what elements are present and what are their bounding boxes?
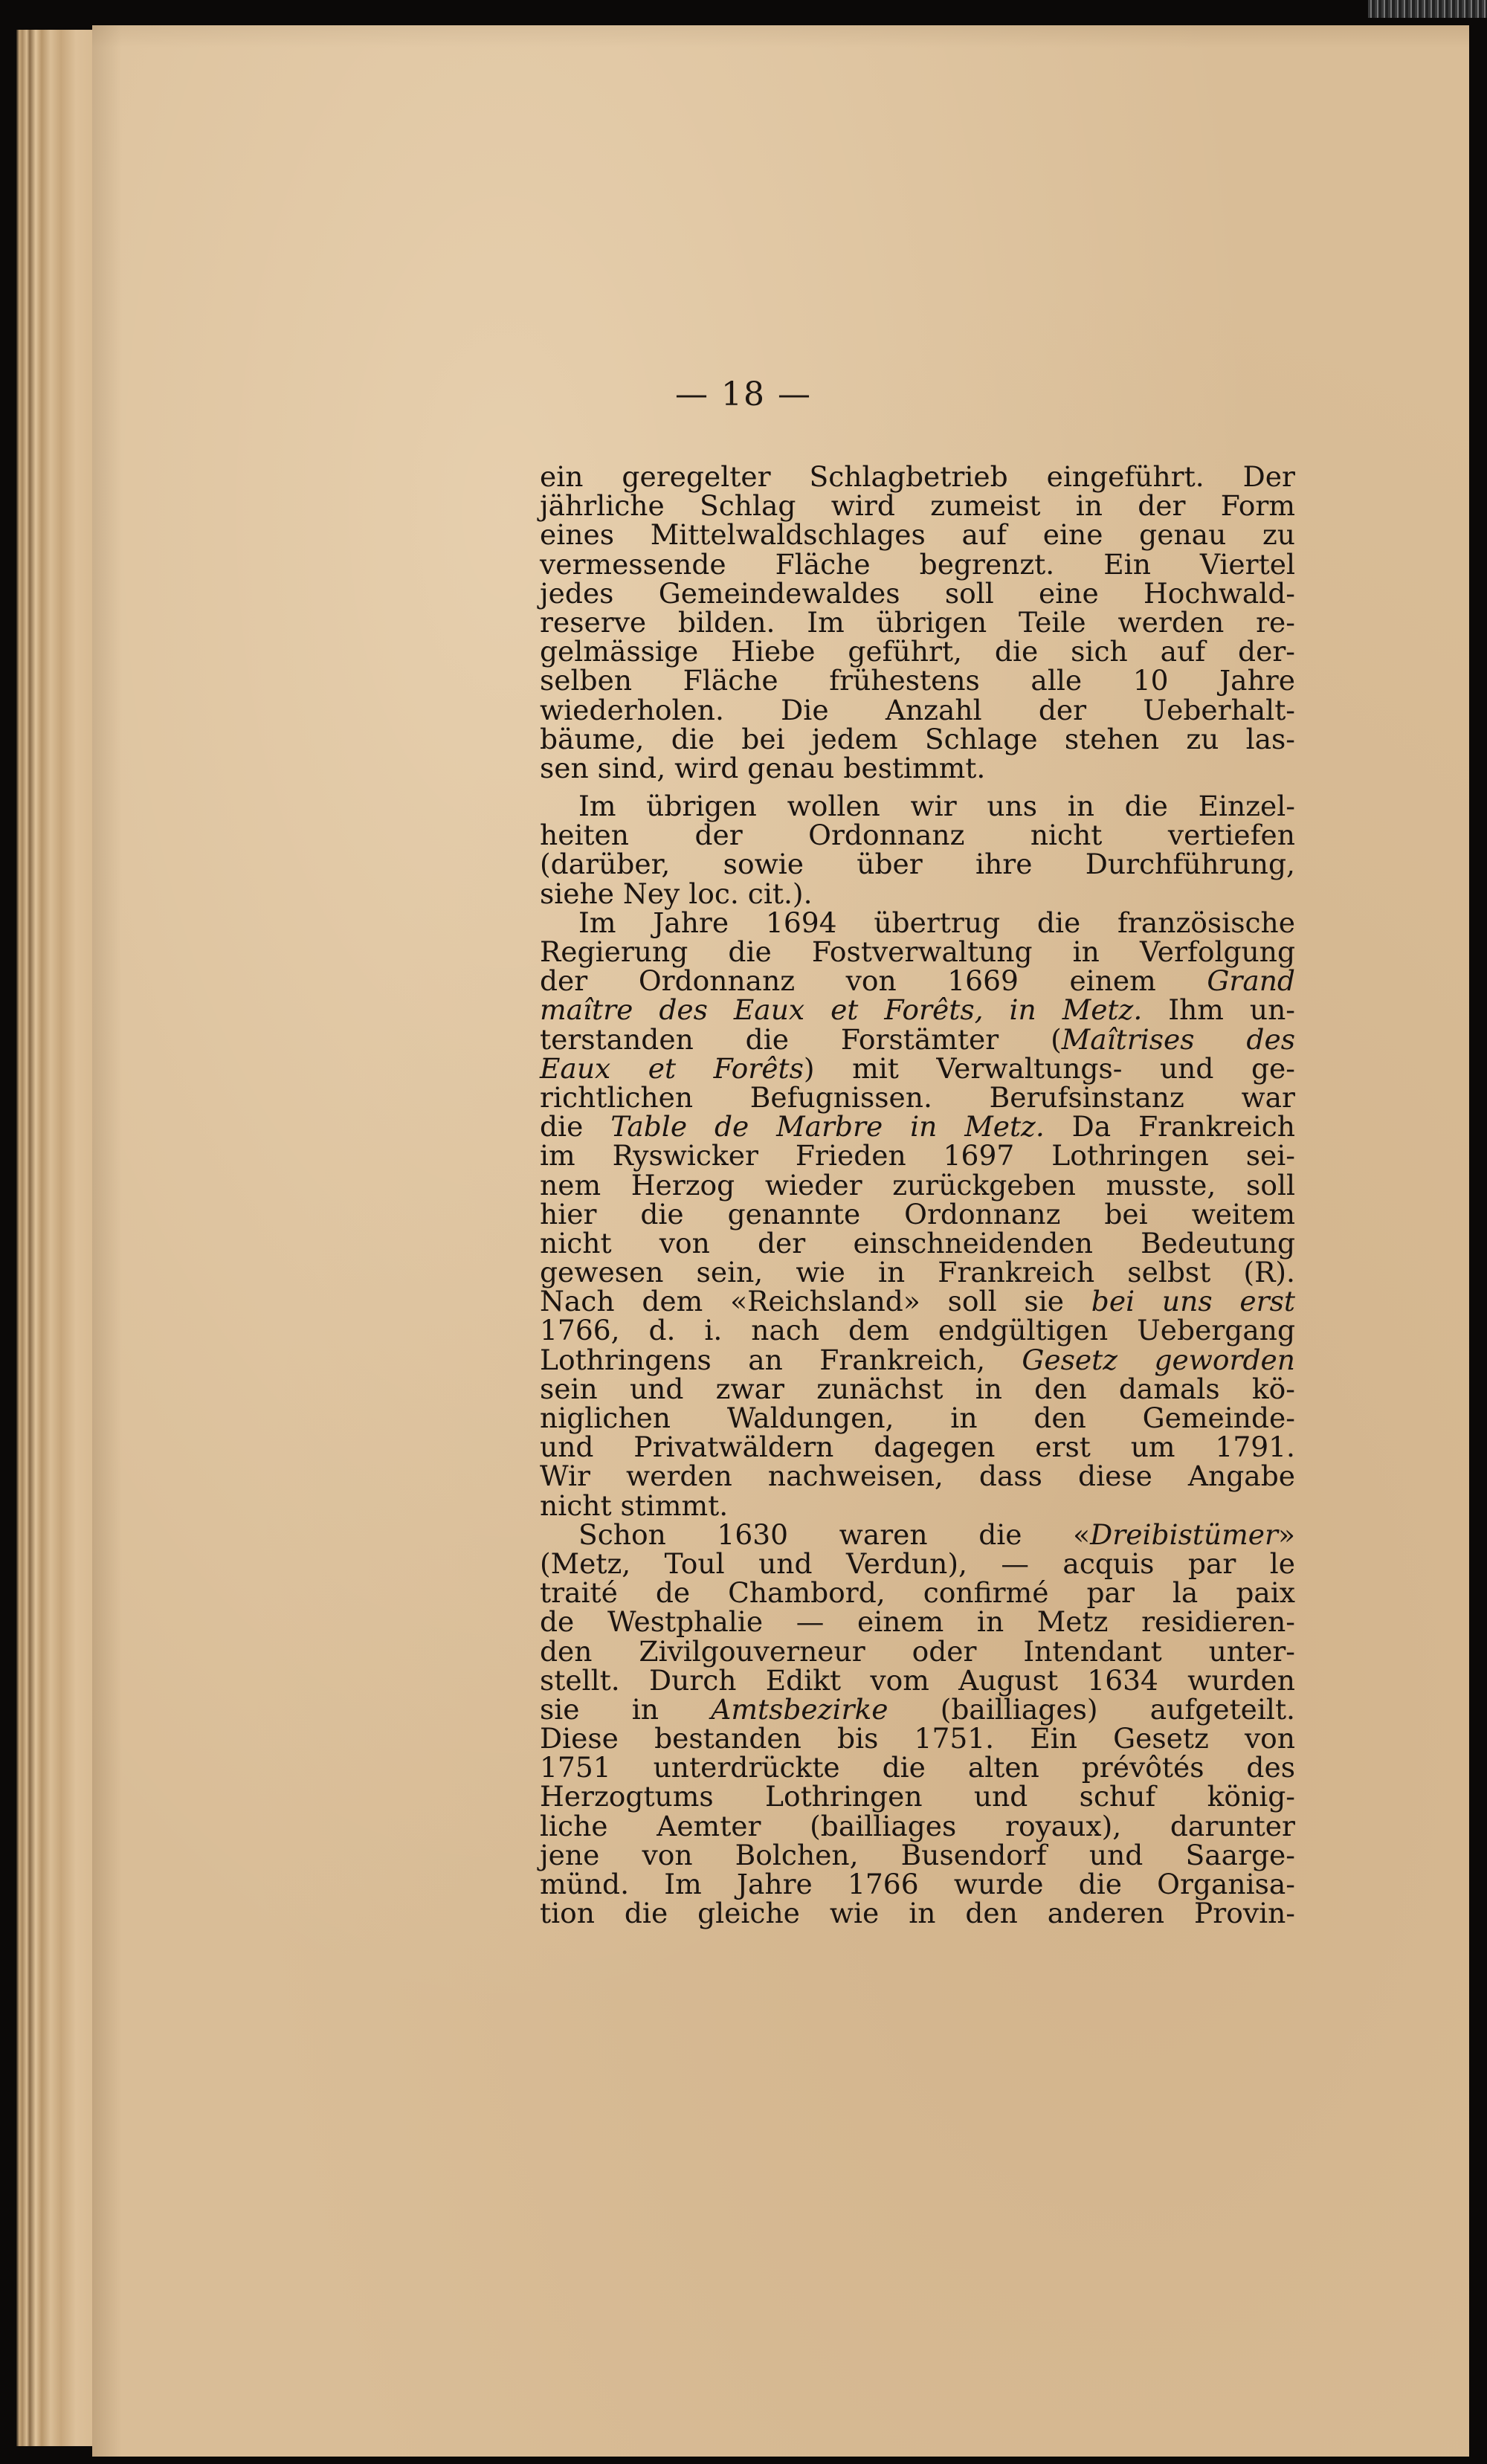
text-line: stellt. Durch Edikt vom August 1634 wurden	[540, 1663, 1295, 1697]
text-line: (darüber, sowie über ihre Durchführung,	[540, 848, 1295, 881]
text-line: wiederholen. Die Anzahl der Ueberhalt-	[540, 693, 1295, 726]
text-line: Eaux et Forêts) mit Verwaltungs- und ge-	[540, 1051, 1295, 1085]
text-line: nem Herzog wieder zurückgeben musste, soll	[540, 1168, 1295, 1202]
scan-corner-artifact	[1368, 0, 1487, 18]
text-line: siehe Ney loc. cit.).	[540, 877, 813, 910]
text-line: 1766, d. i. nach dem endgültigen Uebergang	[540, 1314, 1295, 1347]
text-line: Schon 1630 waren die «Dreibistümer»	[578, 1518, 1295, 1551]
text-line: reserve bilden. Im übrigen Teile werden re-	[540, 605, 1295, 639]
text-line: münd. Im Jahre 1766 wurde die Organisa-	[540, 1868, 1295, 1900]
text-line: sein und zwar zunächst in den damals kö-	[540, 1372, 1295, 1405]
text-line: jene von Bolchen, Busendorf und Saarge-	[540, 1838, 1295, 1871]
text-line: hier die genannte Ordonnanz bei weitem	[540, 1197, 1295, 1231]
text-line: Wir werden nachweisen, dass diese Angabe	[540, 1460, 1295, 1493]
text-line: Herzogtums Lothringen und schuf könig-	[540, 1780, 1295, 1813]
text-line: ein geregelter Schlagbetrieb eingeführt. Der	[540, 460, 1295, 493]
body-text	[540, 462, 1295, 1928]
text-line: heiten der Ordonnanz nicht vertiefen	[540, 819, 1295, 852]
page-number: — 18 —	[675, 375, 812, 413]
text-line: sie in Amtsbezirke (bailliages) aufgeteilt.	[540, 1692, 1295, 1726]
text-line: Im übrigen wollen wir uns in die Einzel-	[578, 790, 1295, 823]
text-line: gelmässige Hiebe geführt, die sich auf der-	[540, 635, 1295, 668]
text-line: vermessende Fläche begrenzt. Ein Viertel	[540, 547, 1295, 581]
text-line: niglichen Waldungen, in den Gemeinde-	[540, 1402, 1295, 1434]
text-line: und Privatwäldern dagegen erst um 1791.	[540, 1431, 1295, 1464]
text-line: Diese bestanden bis 1751. Ein Gesetz von	[540, 1722, 1295, 1755]
text-line: jährliche Schlag wird zumeist in der Form	[540, 489, 1295, 523]
text-line: sen sind, wird genau bestimmt.	[540, 751, 986, 784]
text-line: traité de Chambord, confirmé par la paix	[540, 1576, 1295, 1610]
text-line: Im Jahre 1694 übertrug die französische	[578, 906, 1295, 939]
text-line: die Table de Marbre in Metz. Da Frankreich	[540, 1110, 1295, 1144]
text-line: jedes Gemeindewaldes soll eine Hochwald-	[540, 576, 1295, 610]
text-line: den Zivilgouverneur oder Intendant unter-	[540, 1634, 1295, 1668]
text-line: bäume, die bei jedem Schlage stehen zu las-	[540, 722, 1295, 755]
text-line: Nach dem «Reichsland» soll sie bei uns erst	[540, 1285, 1296, 1318]
text-line: im Ryswicker Frieden 1697 Lothringen sei-	[540, 1139, 1295, 1173]
text-line: maître des Eaux et Forêts, in Metz. Ihm un-	[540, 993, 1295, 1027]
text-line: richtlichen Befugnissen. Berufsinstanz war	[540, 1080, 1295, 1114]
text-line: 1751 unterdrückte die alten prévôtés des	[540, 1751, 1295, 1784]
text-line: Regierung die Fostverwaltung in Verfolgung	[540, 935, 1295, 968]
text-line: nicht stimmt.	[540, 1489, 729, 1522]
text-line: Lothringens an Frankreich, Gesetz geworden	[540, 1343, 1295, 1376]
text-line: de Westphalie — einem in Metz residieren-	[540, 1605, 1295, 1639]
text-line: tion die gleiche wie in den anderen Provin-	[540, 1897, 1295, 1930]
text-line: liche Aemter (bailliages royaux), darunter	[540, 1809, 1295, 1842]
text-line: gewesen sein, wie in Frankreich selbst (R).	[540, 1256, 1295, 1289]
text-line: der Ordonnanz von 1669 einem Grand	[540, 964, 1295, 998]
text-line: eines Mittelwaldschlages auf eine genau zu	[540, 518, 1295, 552]
text-line: (Metz, Toul und Verdun), — acquis par le	[540, 1547, 1295, 1580]
text-line: terstanden die Forstämter (Maîtrises des	[540, 1022, 1295, 1056]
text-line: nicht von der einschneidenden Bedeutung	[540, 1226, 1295, 1260]
text-line: selben Fläche frühestens alle 10 Jahre	[540, 664, 1295, 697]
